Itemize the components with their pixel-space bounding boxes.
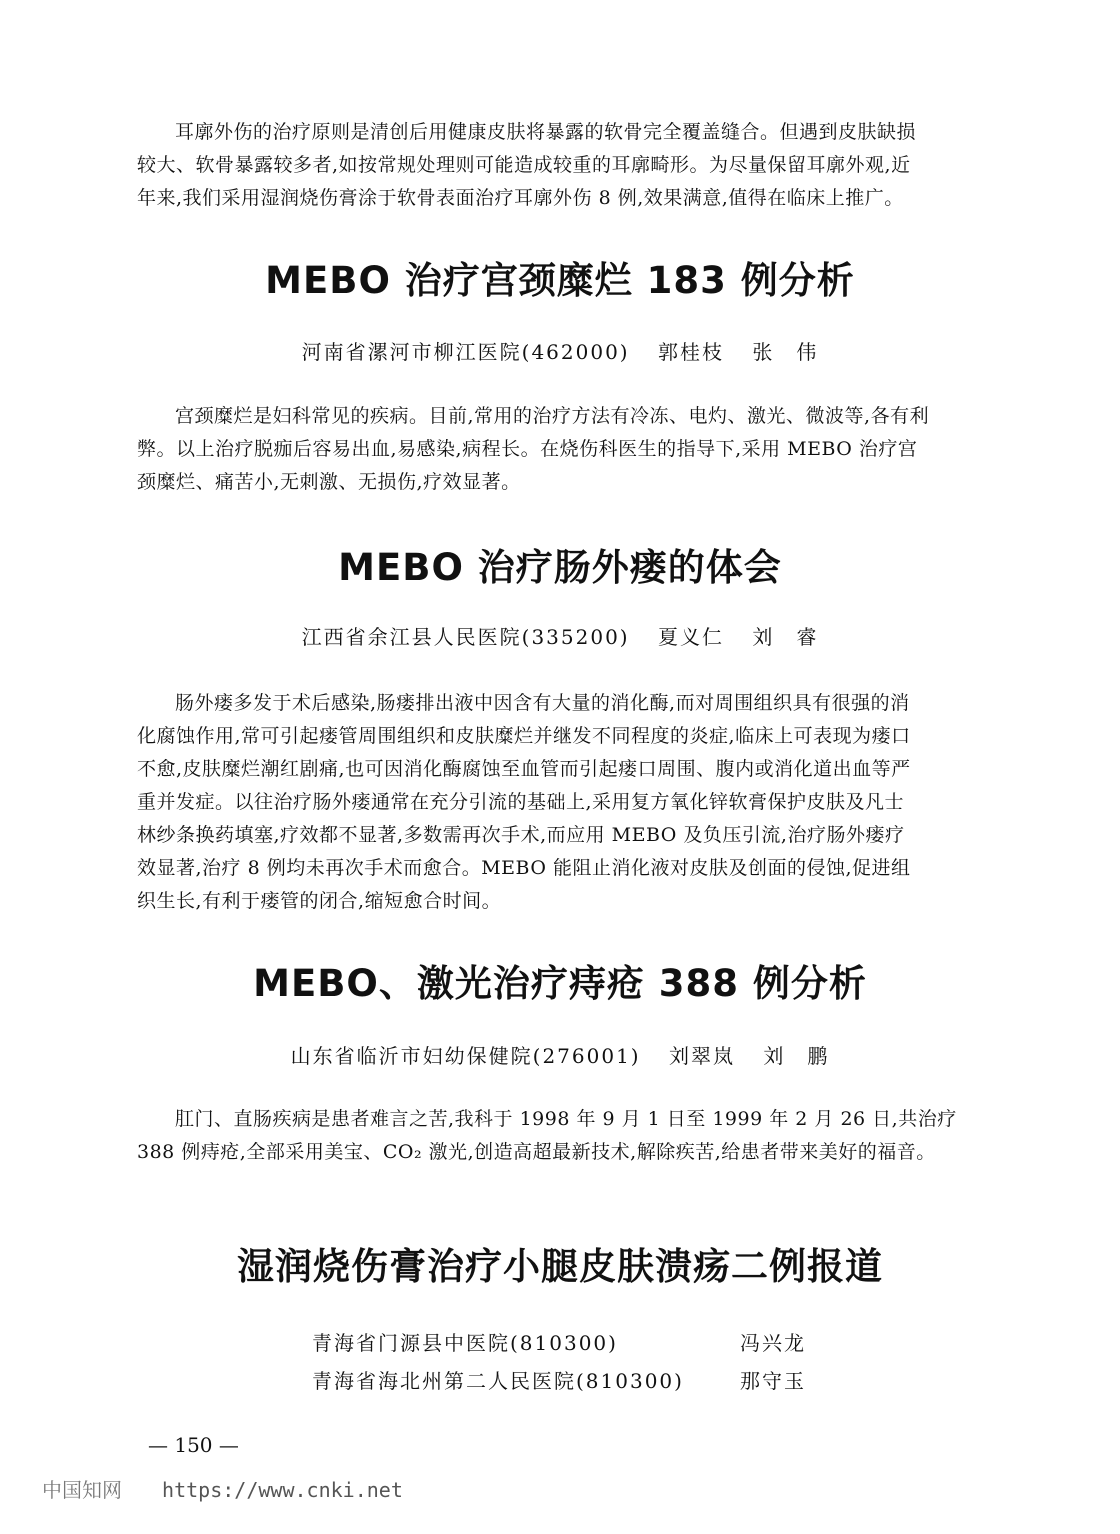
paragraph-line: 织生长,有利于瘘管的闭合,缩短愈合时间。 — [137, 890, 502, 912]
paragraph-line: 效显著,治疗 8 例均未再次手术而愈合。MEBO 能阻止消化液对皮肤及创面的侵蚀,促进组 — [137, 857, 911, 879]
paragraph-line: 年来,我们采用湿润烧伤膏涂于软骨表面治疗耳廓外伤 8 例,效果满意,值得在临床上推广。 — [137, 187, 904, 209]
footer-watermark — [42, 1474, 403, 1503]
article-body — [137, 1103, 1000, 1169]
author-institution: 青海省海北州第二人民医院(810300) — [312, 1368, 684, 1393]
author-name: 郭桂枝 — [657, 340, 724, 364]
paragraph-line: 耳廓外伤的治疗原则是清创后用健康皮肤将暴露的软骨完全覆盖缝合。但遇到皮肤缺损 — [175, 121, 917, 143]
paragraph-line: 宫颈糜烂是妇科常见的疾病。目前,常用的治疗方法有冷冻、电灼、激光、微波等,各有利 — [175, 405, 930, 427]
article-byline — [0, 336, 1120, 365]
paragraph-line: 弊。以上治疗脱痂后容易出血,易感染,病程长。在烧伤科医生的指导下,采用 MEBO 治疗宫 — [137, 438, 918, 460]
article-byline — [0, 621, 1120, 650]
affiliation-row — [312, 1360, 806, 1398]
article-title: MEBO、激光治疗痔疮 388 例分析 — [253, 962, 867, 1005]
author-institution: 河南省漯河市柳江医院(462000) — [301, 340, 630, 364]
paragraph-line: 重并发症。以往治疗肠外瘘通常在充分引流的基础上,采用复方氧化锌软膏保护皮肤及凡士 — [137, 791, 905, 813]
author-name: 刘翠岚 — [668, 1044, 735, 1068]
paragraph-line: 颈糜烂、痛苦小,无刺激、无损伤,疗效显著。 — [137, 471, 521, 493]
author-institution: 青海省门源县中医院(810300) — [312, 1330, 618, 1355]
author-name: 那守玉 — [740, 1368, 806, 1393]
author-institution: 山东省临沂市妇幼保健院(276001) — [290, 1044, 641, 1068]
article-title: 湿润烧伤膏治疗小腿皮肤溃疡二例报道 — [237, 1245, 883, 1288]
author-name: 刘 睿 — [752, 625, 819, 649]
author-institution: 江西省余江县人民医院(335200) — [301, 625, 630, 649]
page-number: — 150 — — [148, 1433, 239, 1457]
author-name: 张 伟 — [752, 340, 819, 364]
intro-paragraph — [137, 116, 1000, 215]
paragraph-line: 较大、软骨暴露较多者,如按常规处理则可能造成较重的耳廓畸形。为尽量保留耳廓外观,近 — [137, 154, 911, 176]
paragraph-line: 肠外瘘多发于术后感染,肠瘘排出液中因含有大量的消化酶,而对周围组织具有很强的消 — [175, 692, 910, 714]
article-title: MEBO 治疗宫颈糜烂 183 例分析 — [265, 259, 855, 302]
paragraph-line: 肛门、直肠疾病是患者难言之苦,我科于 1998 年 9 月 1 日至 1999 年 2 月 26 日,共治疗 — [175, 1108, 957, 1130]
article-title: MEBO 治疗肠外瘘的体会 — [338, 546, 782, 589]
article-byline — [0, 1040, 1120, 1069]
paragraph-line: 388 例痔疮,全部采用美宝、CO₂ 激光,创造高超最新技术,解除疾苦,给患者带来美好的福音。 — [137, 1141, 936, 1163]
author-name: 夏义仁 — [657, 625, 724, 649]
author-name: 冯兴龙 — [740, 1330, 806, 1355]
footer-url[interactable]: https://www.cnki.net — [162, 1478, 403, 1502]
paragraph-line: 不愈,皮肤糜烂潮红剧痛,也可因消化酶腐蚀至血管而引起瘘口周围、腹内或消化道出血等严 — [137, 758, 911, 780]
paragraph-line: 林纱条换药填塞,疗效都不显著,多数需再次手术,而应用 MEBO 及负压引流,治疗肠外瘘疗 — [137, 824, 905, 846]
article-body — [137, 687, 1000, 918]
article-byline — [312, 1322, 806, 1398]
affiliation-row — [312, 1322, 806, 1360]
author-name: 刘 鹏 — [763, 1044, 830, 1068]
cnki-logo: 中国知网 — [42, 1478, 122, 1502]
paragraph-line: 化腐蚀作用,常可引起瘘管周围组织和皮肤糜烂并继发不同程度的炎症,临床上可表现为瘘口 — [137, 725, 911, 747]
article-body — [137, 400, 1000, 499]
